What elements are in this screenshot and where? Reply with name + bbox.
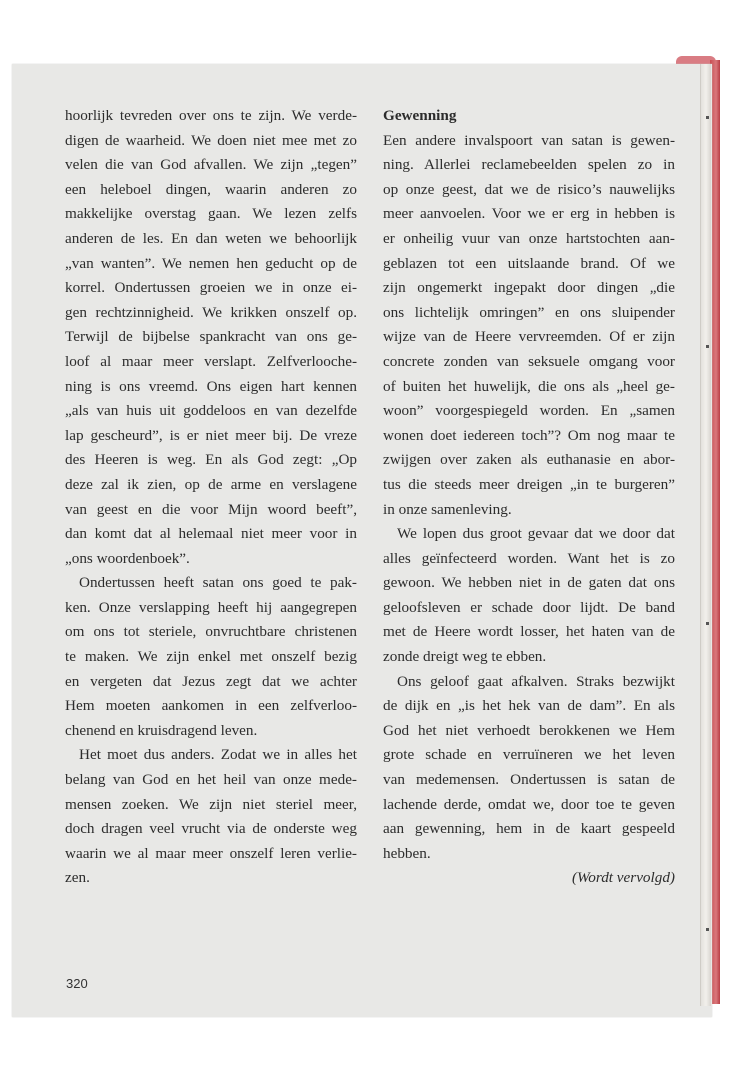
- text-line: te maken. We zijn enkel met onszelf bezig: [65, 648, 357, 666]
- text-line: aan gewenning, hem in de kaart gespeeld: [383, 820, 675, 838]
- text-line: of buiten het huwelijk, die ons als „heel ge-: [383, 377, 675, 395]
- text-line: „ons woordenboek”.: [65, 549, 190, 567]
- text-line: zen.: [65, 869, 90, 887]
- edge-mark: [706, 928, 709, 931]
- text-line: wonen doet iedereen toch”? Om nog maar te: [383, 426, 675, 444]
- text-line: God het niet verhoedt berokkenen we Hem: [383, 721, 675, 739]
- text-line: een heleboel dingen, waarin anderen zo: [65, 180, 357, 198]
- text-line: grote schade en verruïneren we het leven: [383, 746, 675, 764]
- text-line: „van wanten”. We nemen hen geducht op de: [65, 254, 357, 272]
- text-line: zwijgen over zaken als euthanasie en abor-: [383, 451, 675, 469]
- text-line: dan komt dat al helemaal niet meer voor in: [65, 525, 357, 543]
- text-line: woon” voorgespiegeld worden. En „samen: [383, 402, 675, 420]
- text-line: Het moet dus anders. Zodat we in alles het: [79, 746, 357, 764]
- text-line: mensen zoeken. We zijn niet steriel meer,: [65, 795, 357, 813]
- text-line: gen rechtzinnigheid. We krikken onszelf op.: [65, 303, 357, 321]
- text-line: belang van God en het heil van onze mede-: [65, 771, 357, 789]
- section-heading: Gewenning: [383, 107, 457, 124]
- text-line: ons lichtelijk omringen” en ons sluipender: [383, 303, 675, 321]
- right-paragraph-1: [383, 129, 675, 523]
- text-line: ning is ons vreemd. Ons eigen hart kennen: [65, 377, 357, 395]
- text-line: Terwijl de bijbelse spankracht van ons ge-: [65, 328, 357, 346]
- text-line: Ons geloof gaat afkalven. Straks bezwijkt: [397, 672, 675, 690]
- right-paragraph-3: [383, 670, 675, 867]
- text-line: digen de waarheid. We doen niet mee met zo: [65, 131, 357, 149]
- left-paragraph-1: [65, 104, 357, 571]
- text-line: gewoon. We hebben niet in de gaten dat ons: [383, 574, 675, 592]
- text-line: des Heeren is weg. En als God zegt: „Op: [65, 451, 357, 469]
- text-line: lap gescheurd”, is er niet meer bij. De vreze: [65, 426, 357, 444]
- text-line: er onheilig vuur van onze hartstochten aan-: [383, 229, 675, 247]
- text-line: concrete zonden van seksuele omgang voor: [383, 352, 675, 370]
- left-paragraph-3: [65, 743, 357, 891]
- text-line: geblazen tot een uitslaande brand. Of we: [383, 254, 675, 272]
- text-line: loof al maar meer verslapt. Zelfverlooche-: [65, 352, 357, 370]
- text-line: de dijk en „is het hek van de dam”. En als: [383, 697, 675, 715]
- edge-mark: [706, 116, 709, 119]
- text-line: lachende derde, omdat we, door toe te geven: [383, 795, 675, 813]
- text-line: Een andere invalspoort van satan is gewen-: [383, 131, 675, 149]
- page-number: 320: [66, 976, 88, 991]
- text-line: tus die steeds meer dreigen „in te burgeren”: [383, 475, 675, 493]
- page-stack-edge: [700, 64, 711, 1006]
- text-line: doch dragen veel vrucht via de onderste weg: [65, 820, 357, 838]
- text-line: waarin we al maar meer onszelf leren verlie-: [65, 844, 357, 862]
- text-line: zijn ongemerkt ingepakt door dingen „die: [383, 279, 675, 297]
- text-line: chenend en kruisdragend leven.: [65, 721, 258, 739]
- edge-mark: [706, 345, 709, 348]
- text-line: van geest en die voor Mijn woord beeft”,: [65, 500, 357, 518]
- text-line: van medemensen. Ondertussen is satan de: [383, 771, 675, 789]
- text-line: We lopen dus groot gevaar dat we door dat: [397, 525, 675, 543]
- right-column: [383, 104, 675, 891]
- to-be-continued-note: (Wordt vervolgd): [571, 869, 675, 887]
- text-line: op onze geest, dat we de risico’s nauwelijks: [383, 180, 675, 198]
- text-line: en vergeten dat Jezus zegt dat we achter: [65, 672, 357, 690]
- text-line: in onze samenleving.: [383, 500, 512, 518]
- text-line: velen die van God afvallen. We zijn „tegen”: [65, 156, 357, 174]
- text-line: hoorlijk tevreden over ons te zijn. We verde-: [65, 107, 357, 124]
- text-line: hebben.: [383, 844, 431, 862]
- edge-mark: [706, 622, 709, 625]
- text-line: deze zal ik zien, op de arme en verslagene: [65, 475, 357, 493]
- text-line: met de Heere wordt losser, het haten van de: [383, 623, 675, 641]
- text-line: ken. Onze verslapping heeft hij aangegrepen: [65, 598, 357, 616]
- text-line: korrel. Ondertussen groeien we in onze ei-: [65, 279, 357, 297]
- text-line: wijze van de Heere vervreemden. Of er zijn: [383, 328, 675, 346]
- text-line: „als van huis uit goddeloos en van dezelfde: [65, 402, 357, 420]
- text-line: alles geïnfecteerd worden. Want het is zo: [383, 549, 675, 567]
- text-line: geloofsleven er schade door lijdt. De band: [383, 598, 675, 616]
- text-line: ning. Allerlei reclamebeelden spelen zo in: [383, 156, 675, 174]
- right-paragraph-2: [383, 522, 675, 670]
- text-line: meer aanvoelen. Voor we er erg in hebben is: [383, 205, 675, 223]
- text-line: Ondertussen heeft satan ons goed te pak-: [79, 574, 357, 592]
- left-paragraph-2: [65, 571, 357, 743]
- text-line: Hem moeten aankomen in een zelfverloo-: [65, 697, 357, 715]
- text-line: zonde dreigt weg te ebben.: [383, 648, 547, 666]
- left-column: [65, 104, 357, 891]
- text-line: om ons tot steriele, onvruchtbare christenen: [65, 623, 357, 641]
- text-line: anderen de les. En dan weten we behoorlijk: [65, 229, 357, 247]
- text-line: makkelijke overstag gaan. We lezen zelfs: [65, 205, 357, 223]
